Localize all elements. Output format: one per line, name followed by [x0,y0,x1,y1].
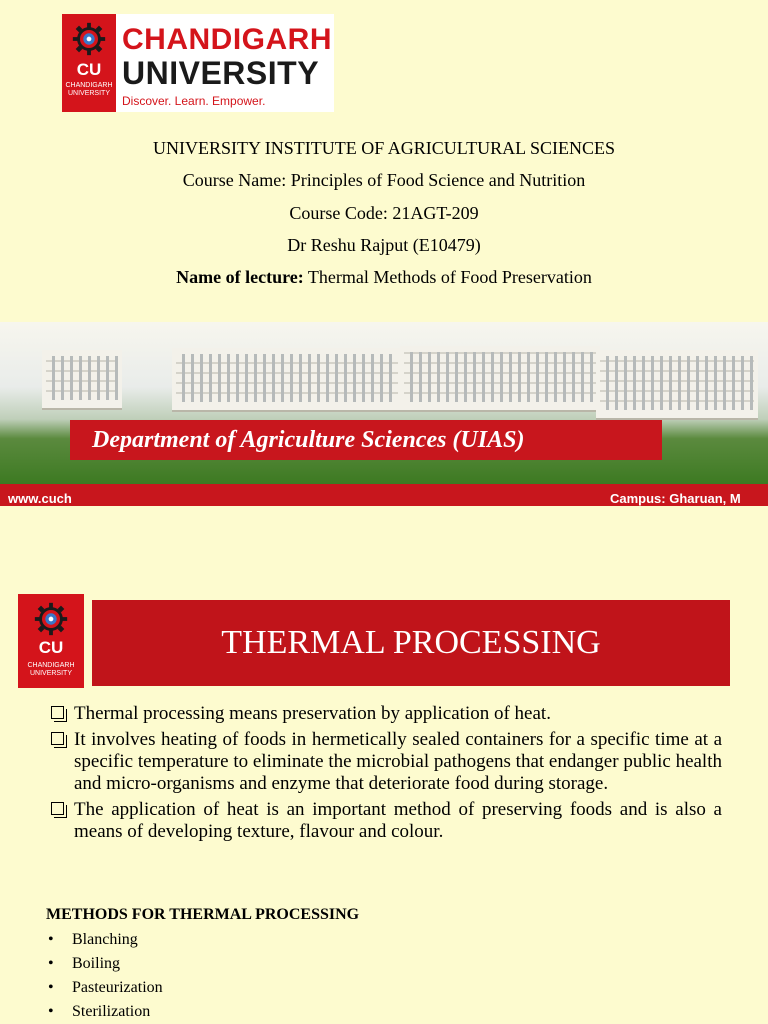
campus-photo [0,322,768,484]
slide-title: THERMAL PROCESSING [92,600,730,686]
instructor-name: Dr Reshu Rajput (E10479) [287,235,481,255]
course-name: Course Name: Principles of Food Science and Nutrition [182,170,586,190]
university-logo [62,14,334,112]
methods-heading: METHODS FOR THERMAL PROCESSING [46,906,360,923]
bullet-text: Thermal processing means preservation by application of heat. [74,703,551,724]
logo-cu-subtext: CHANDIGARH UNIVERSITY [65,82,113,97]
lecture-title: Thermal Methods of Food Preservation [303,267,592,287]
institute-name: UNIVERSITY INSTITUTE OF AGRICULTURAL SCIENCES [152,138,615,158]
slide2-logo [18,594,84,688]
bullet-item [46,703,722,725]
checkbox-bullet-icon [51,706,64,719]
logo-emblem [62,14,116,112]
gear-emblem-icon [32,600,70,638]
department-banner: Department of Agriculture Sciences (UIAS) [70,420,662,460]
footer-website: www.cuch [8,491,72,506]
bullet-item [46,729,722,795]
logo-cu-text: CU [76,60,102,79]
method-item: • Sterilization [48,1000,163,1024]
footer-bar [0,484,768,506]
bullet-text: It involves heating of foods in hermetically sealed containers for a specific time at a specific temperature to eliminate the microbial pathogens that endanger public health and micro-organisms and enzyme that deteriorate food during storage. [74,729,722,794]
logo-tagline: Discover. Learn. Empower. [122,94,266,108]
logo-cu-subtext: CHANDIGARH UNIVERSITY [27,662,75,677]
bullet-item [46,799,722,843]
checkbox-bullet-icon [51,802,64,815]
methods-list [48,928,163,1024]
method-item: • Boiling [48,952,163,976]
lecture-name [0,267,768,288]
method-item: • Pasteurization [48,976,163,1000]
method-item: • Blanching [48,928,163,952]
lecture-label: Name of lecture: [176,267,304,287]
bullet-text: The application of heat is an important method of preserving foods and is also a means of developing texture, flavour and colour. [74,799,722,842]
footer-campus: Campus: Gharuan, M [610,491,741,506]
checkbox-bullet-icon [51,732,64,745]
gear-emblem-icon [70,20,108,58]
wordmark-chandigarh: CHANDIGARH [122,23,332,56]
wordmark-university: UNIVERSITY [122,55,320,91]
course-code: Course Code: 21AGT-209 [289,203,479,223]
bullet-list [46,703,722,847]
logo-cu-text: CU [38,638,64,657]
